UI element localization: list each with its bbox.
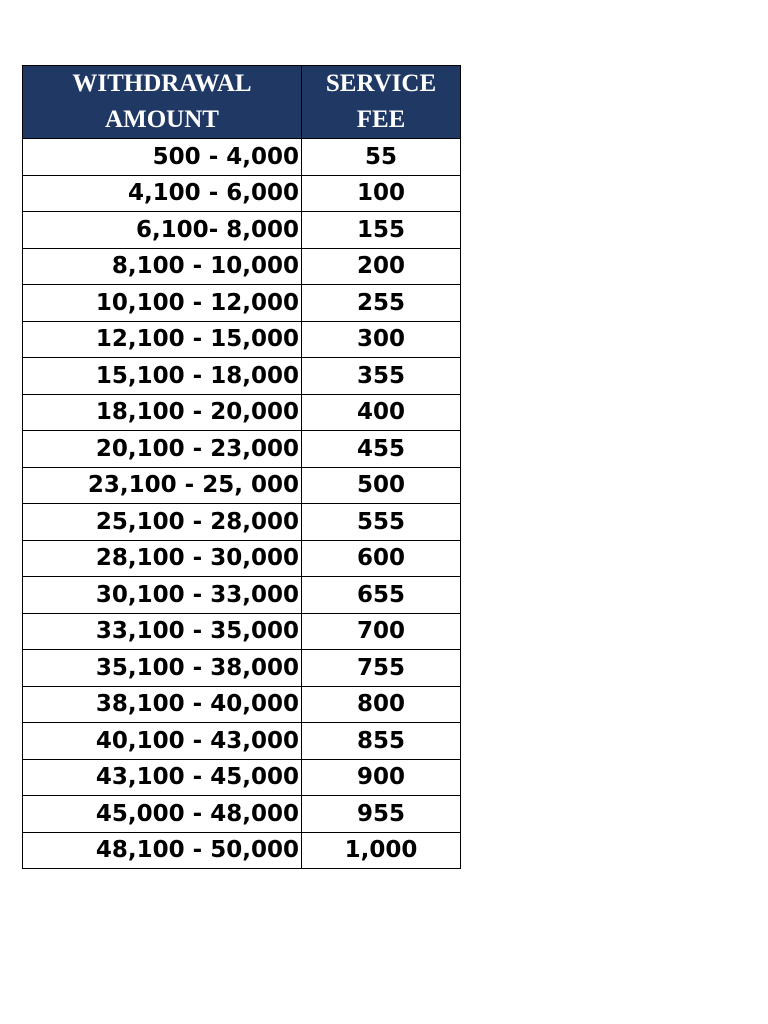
table-body — [23, 139, 461, 869]
table-row — [23, 321, 461, 358]
table-row — [23, 577, 461, 614]
withdrawal-amount-cell: 8,100 - 10,000 — [23, 248, 302, 285]
table-row — [23, 759, 461, 796]
service-fee-cell: 700 — [302, 613, 461, 650]
withdrawal-amount-cell: 25,100 - 28,000 — [23, 504, 302, 541]
table-row — [23, 832, 461, 869]
service-fee-cell: 455 — [302, 431, 461, 468]
service-fee-cell: 955 — [302, 796, 461, 833]
service-fee-cell: 600 — [302, 540, 461, 577]
table-row — [23, 796, 461, 833]
withdrawal-amount-cell: 6,100- 8,000 — [23, 212, 302, 249]
withdrawal-amount-cell: 18,100 - 20,000 — [23, 394, 302, 431]
table-row — [23, 175, 461, 212]
withdrawal-amount-cell: 23,100 - 25, 000 — [23, 467, 302, 504]
service-fee-cell: 400 — [302, 394, 461, 431]
withdrawal-amount-cell: 10,100 - 12,000 — [23, 285, 302, 322]
service-fee-cell: 255 — [302, 285, 461, 322]
table-row — [23, 285, 461, 322]
table-row — [23, 139, 461, 176]
service-fee-table — [22, 65, 461, 869]
service-fee-cell: 55 — [302, 139, 461, 176]
withdrawal-amount-cell: 30,100 - 33,000 — [23, 577, 302, 614]
service-fee-cell: 100 — [302, 175, 461, 212]
table-row — [23, 723, 461, 760]
withdrawal-amount-cell: 4,100 - 6,000 — [23, 175, 302, 212]
table-row — [23, 650, 461, 687]
header-withdrawal-amount-line-2: AMOUNT — [105, 106, 219, 133]
service-fee-cell: 755 — [302, 650, 461, 687]
withdrawal-amount-cell: 12,100 - 15,000 — [23, 321, 302, 358]
withdrawal-amount-cell: 500 - 4,000 — [23, 139, 302, 176]
service-fee-cell: 1,000 — [302, 832, 461, 869]
table-row — [23, 431, 461, 468]
table-header — [23, 66, 461, 139]
header-service-fee-line-1: SERVICE — [325, 70, 437, 97]
table-row — [23, 613, 461, 650]
table-row — [23, 248, 461, 285]
table-row — [23, 358, 461, 395]
table-row — [23, 686, 461, 723]
table-row — [23, 212, 461, 249]
service-fee-cell: 300 — [302, 321, 461, 358]
service-fee-cell: 900 — [302, 759, 461, 796]
withdrawal-amount-cell: 35,100 - 38,000 — [23, 650, 302, 687]
service-fee-cell: 200 — [302, 248, 461, 285]
table-row — [23, 467, 461, 504]
withdrawal-amount-cell: 38,100 - 40,000 — [23, 686, 302, 723]
table-row — [23, 540, 461, 577]
withdrawal-amount-cell: 43,100 - 45,000 — [23, 759, 302, 796]
withdrawal-amount-cell: 15,100 - 18,000 — [23, 358, 302, 395]
withdrawal-amount-cell: 45,000 - 48,000 — [23, 796, 302, 833]
service-fee-cell: 155 — [302, 212, 461, 249]
withdrawal-amount-cell: 20,100 - 23,000 — [23, 431, 302, 468]
service-fee-cell: 500 — [302, 467, 461, 504]
header-service-fee-line-2: FEE — [356, 106, 406, 133]
withdrawal-amount-cell: 40,100 - 43,000 — [23, 723, 302, 760]
header-row — [23, 66, 461, 139]
header-service-fee — [302, 66, 461, 139]
service-fee-cell: 800 — [302, 686, 461, 723]
header-withdrawal-amount — [23, 66, 302, 139]
service-fee-cell: 655 — [302, 577, 461, 614]
withdrawal-amount-cell: 48,100 - 50,000 — [23, 832, 302, 869]
service-fee-cell: 555 — [302, 504, 461, 541]
header-withdrawal-amount-line-1: WITHDRAWAL — [72, 70, 252, 97]
service-fee-cell: 855 — [302, 723, 461, 760]
withdrawal-amount-cell: 33,100 - 35,000 — [23, 613, 302, 650]
table-row — [23, 394, 461, 431]
withdrawal-amount-cell: 28,100 - 30,000 — [23, 540, 302, 577]
service-fee-cell: 355 — [302, 358, 461, 395]
table-row — [23, 504, 461, 541]
